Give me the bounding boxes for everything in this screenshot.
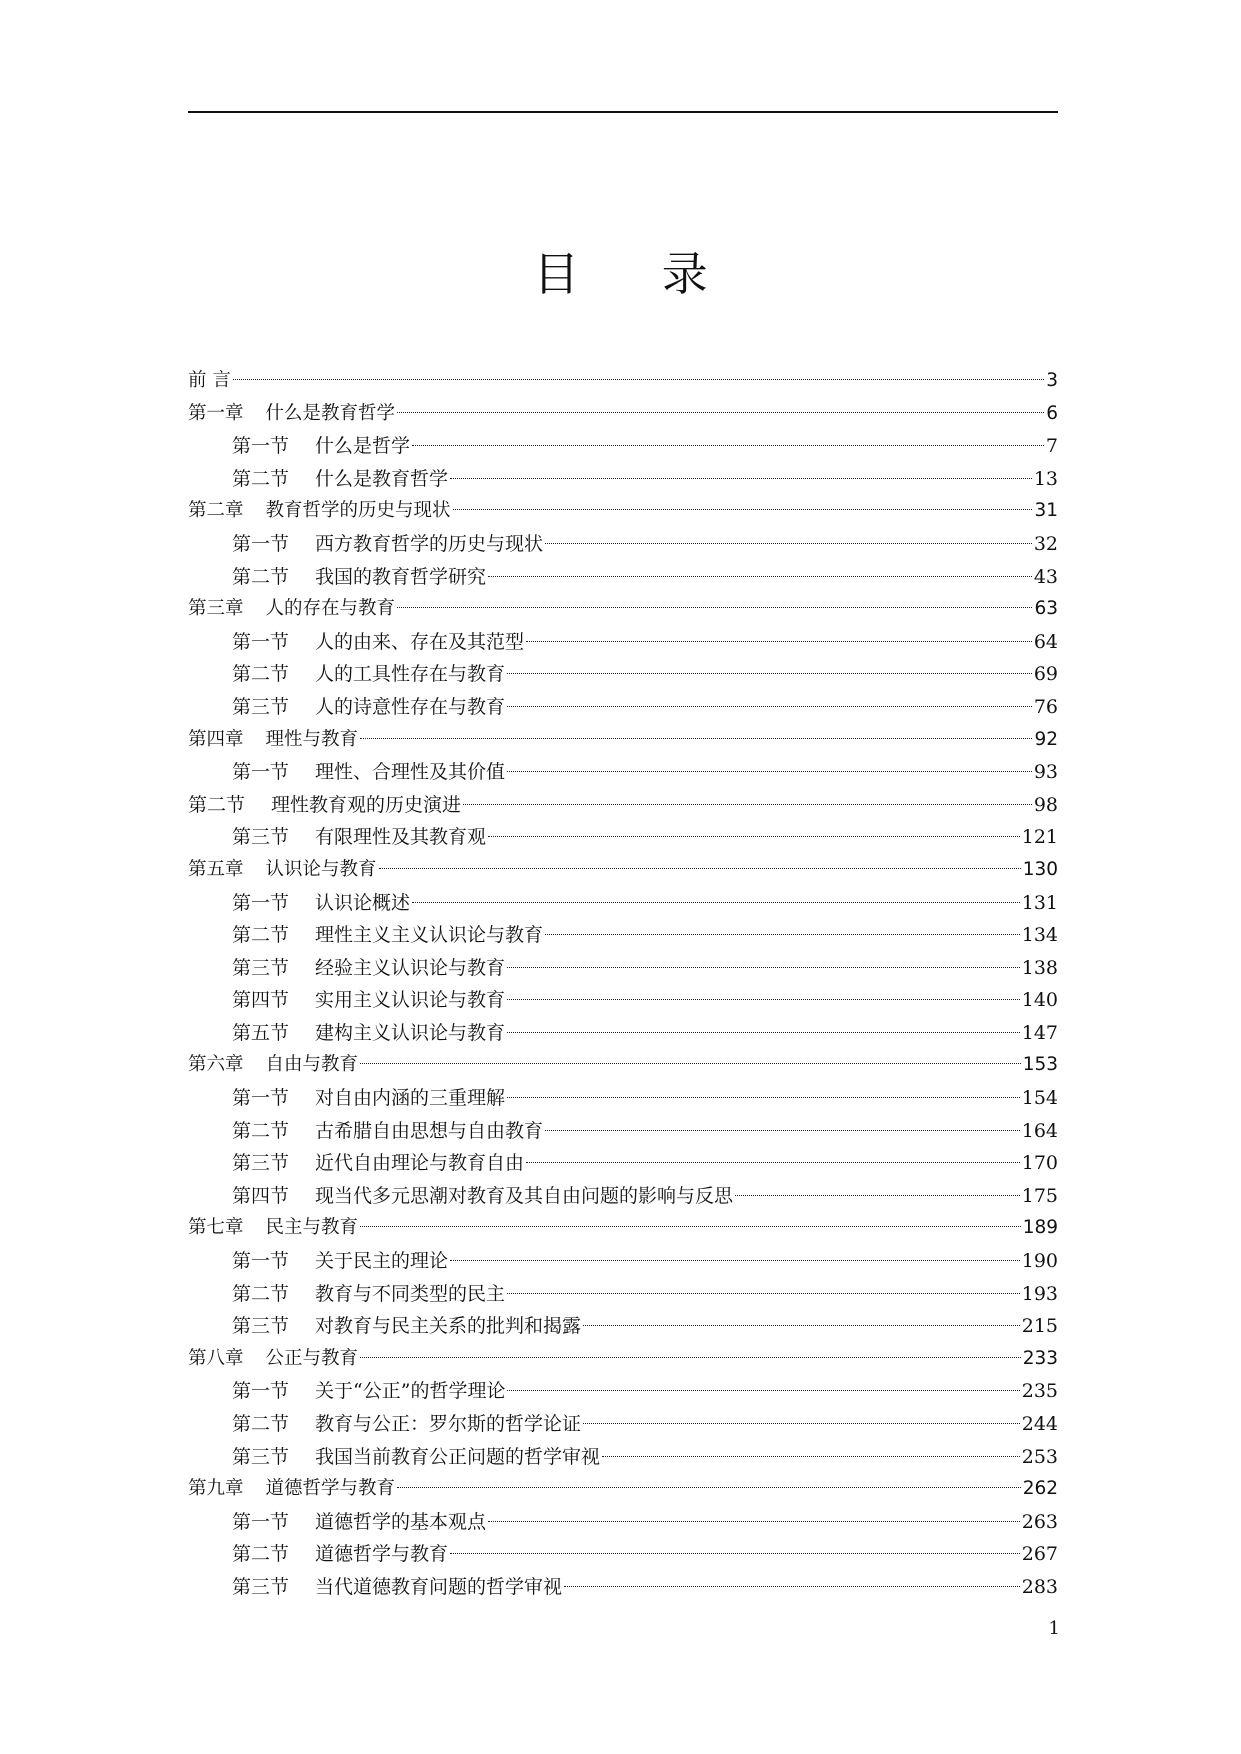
toc-entry-number: 第三章 (188, 598, 244, 620)
toc-entry-page: 43 (1033, 565, 1058, 588)
toc-entry-number: 第一节 (232, 1510, 290, 1533)
toc-entry-title: 道德哲学的基本观点 (315, 1510, 487, 1533)
toc-entry-page: 164 (1021, 1119, 1058, 1142)
toc-section-entry[interactable] (188, 528, 1058, 561)
toc-entry-page: 138 (1021, 956, 1058, 979)
toc-entry-title: 人的工具性存在与教育 (315, 663, 506, 686)
toc-entry-title: 我国当前教育公正问题的哲学审视 (315, 1445, 601, 1468)
toc-entry-number: 第三节 (232, 1315, 290, 1338)
toc-entry-title: 教育与公正：罗尔斯的哲学论证 (315, 1413, 582, 1435)
toc-entry-title: 认识论概述 (315, 891, 411, 914)
dot-leader (360, 1063, 1021, 1064)
toc-section-entry[interactable] (188, 984, 1058, 1017)
toc-entry-number: 第五节 (232, 1021, 290, 1044)
toc-entry-page: 93 (1033, 761, 1058, 784)
toc-entry-page: 244 (1021, 1413, 1058, 1435)
page-title: 目 录 (533, 247, 742, 301)
dot-leader (233, 379, 1044, 380)
toc-entry-title: 关于民主的理论 (315, 1250, 449, 1273)
toc-entry-title: 我国的教育哲学研究 (315, 565, 487, 588)
toc-section-entry[interactable] (188, 887, 1058, 920)
toc-entry-page: 32 (1033, 532, 1058, 555)
toc-entry-title: 什么是教育哲学 (265, 402, 396, 424)
toc-entry-number: 第三节 (232, 956, 290, 979)
header-rule (188, 111, 1058, 113)
toc-entry-number: 前 言 (188, 370, 231, 391)
toc-entry-page: 7 (1045, 435, 1058, 458)
toc-entry-page: 262 (1022, 1478, 1058, 1500)
toc-entry-number: 第二章 (188, 500, 244, 522)
toc-entry-number: 第三节 (232, 1445, 290, 1468)
toc-entry-number: 第四章 (188, 728, 244, 750)
toc-entry-page: 134 (1021, 924, 1058, 947)
dot-leader (545, 1130, 1020, 1131)
toc-entry-page: 175 (1021, 1184, 1058, 1207)
toc-chapter-entry[interactable] (188, 1049, 1058, 1082)
dot-leader (583, 1325, 1020, 1326)
dot-leader (360, 1226, 1021, 1227)
toc-entry-title: 道德哲学与教育 (265, 1478, 396, 1500)
toc-chapter-entry[interactable] (188, 1473, 1058, 1506)
toc-entry-page: 98 (1033, 793, 1058, 816)
dot-leader (507, 1032, 1020, 1033)
toc-entry-page: 235 (1021, 1380, 1058, 1403)
toc-entry-number: 第三节 (232, 695, 290, 718)
dot-leader (360, 1357, 1021, 1358)
toc-section-entry[interactable] (188, 561, 1058, 594)
dot-leader (545, 543, 1032, 544)
toc-entry-title: 自由与教育 (265, 1054, 359, 1076)
dot-leader (397, 607, 1032, 608)
toc-entry-number: 第七章 (188, 1217, 244, 1239)
toc-section-entry[interactable] (188, 1571, 1058, 1604)
toc-entry-number: 第二节 (232, 924, 290, 947)
toc-chapter-entry[interactable] (188, 398, 1058, 431)
toc-entry-page: 121 (1021, 826, 1058, 849)
toc-entry-title: 关于“公正”的哲学理论 (315, 1380, 506, 1403)
dot-leader (453, 509, 1033, 510)
toc-entry-title: 理性与教育 (265, 728, 359, 750)
toc-section-entry[interactable] (188, 919, 1058, 952)
dot-leader (507, 1097, 1020, 1098)
footer-page-number: 1 (1048, 1618, 1060, 1639)
toc-entry-title: 现当代多元思潮对教育及其自由问题的影响与反思 (315, 1184, 734, 1207)
toc-entry-page: 263 (1021, 1510, 1058, 1533)
dot-leader (507, 1390, 1019, 1391)
dot-leader (507, 706, 1032, 707)
toc-entry-title: 实用主义认识论与教育 (315, 989, 506, 1012)
toc-entry-number: 第二节 (188, 793, 246, 816)
dot-leader (602, 1456, 1020, 1457)
toc-entry-title: 经验主义认识论与教育 (315, 956, 506, 979)
toc-entry-number: 第六章 (188, 1054, 244, 1076)
toc-entry-number: 第三节 (232, 826, 290, 849)
toc-entry-title: 人的由来、存在及其范型 (315, 630, 525, 653)
toc-entry-number: 第二节 (232, 1282, 290, 1305)
toc-entry-title: 公正与教育 (265, 1347, 359, 1369)
toc-entry-number: 第四节 (232, 989, 290, 1012)
dot-leader (360, 738, 1032, 739)
toc-entry-number: 第二节 (232, 1543, 290, 1566)
toc-entry-number: 第二节 (232, 1413, 290, 1435)
toc-entry-number: 第二节 (232, 565, 290, 588)
dot-leader (507, 1293, 1020, 1294)
toc-section-entry[interactable] (188, 1245, 1058, 1278)
toc-entry-page: 170 (1021, 1152, 1058, 1175)
toc-entry-number: 第一节 (232, 1087, 290, 1110)
table-of-contents (188, 365, 1058, 1604)
toc-entry-number: 第二节 (232, 1119, 290, 1142)
toc-section-entry[interactable] (188, 1278, 1058, 1311)
toc-entry-page: 189 (1022, 1217, 1058, 1239)
toc-section-entry[interactable] (188, 952, 1058, 985)
toc-entry-title: 理性、合理性及其价值 (315, 761, 506, 784)
toc-entry-page: 267 (1021, 1543, 1058, 1566)
dot-leader (564, 1586, 1020, 1587)
toc-entry-page: 154 (1021, 1087, 1058, 1110)
toc-entry-page: 140 (1021, 989, 1058, 1012)
toc-section-entry[interactable] (188, 1310, 1058, 1343)
dot-leader (583, 1423, 1020, 1424)
toc-entry-title: 人的诗意性存在与教育 (315, 695, 506, 718)
toc-section-entry[interactable] (188, 1180, 1058, 1213)
toc-chapter-entry[interactable] (188, 365, 1058, 398)
dot-leader (526, 1162, 1020, 1163)
toc-section-entry[interactable] (188, 430, 1058, 463)
toc-entry-page: 76 (1033, 695, 1058, 718)
toc-entry-page: 131 (1021, 891, 1058, 914)
toc-entry-page: 63 (1034, 598, 1058, 620)
dot-leader (507, 967, 1020, 968)
toc-entry-number: 第二节 (232, 663, 290, 686)
toc-entry-title: 当代道德教育问题的哲学审视 (315, 1575, 563, 1598)
toc-section-entry[interactable] (188, 626, 1058, 659)
toc-section-entry[interactable] (188, 789, 1058, 822)
toc-entry-page: 31 (1034, 500, 1058, 522)
toc-entry-number: 第一节 (232, 630, 290, 653)
toc-chapter-entry[interactable] (188, 724, 1058, 757)
dot-leader (488, 1521, 1020, 1522)
toc-entry-title: 教育与不同类型的民主 (315, 1282, 506, 1305)
toc-entry-number: 第一节 (232, 1250, 290, 1273)
toc-entry-title: 古希腊自由思想与自由教育 (315, 1119, 544, 1142)
toc-entry-page: 13 (1033, 467, 1058, 490)
toc-entry-page: 253 (1021, 1445, 1058, 1468)
toc-chapter-entry[interactable] (188, 854, 1058, 887)
toc-chapter-entry[interactable] (188, 1343, 1058, 1376)
toc-entry-number: 第一节 (232, 761, 290, 784)
toc-section-entry[interactable] (188, 1506, 1058, 1539)
toc-entry-title: 教育哲学的历史与现状 (265, 500, 451, 522)
toc-entry-number: 第九章 (188, 1478, 244, 1500)
toc-entry-title: 对教育与民主关系的批判和揭露 (315, 1315, 582, 1338)
toc-entry-page: 190 (1021, 1250, 1058, 1273)
toc-chapter-entry[interactable] (188, 495, 1058, 528)
dot-leader (507, 771, 1032, 772)
toc-entry-title: 人的存在与教育 (265, 598, 396, 620)
dot-leader (463, 804, 1032, 805)
toc-section-entry[interactable] (188, 1147, 1058, 1180)
toc-entry-title: 理性教育观的历史演进 (271, 793, 462, 816)
toc-section-entry[interactable] (188, 756, 1058, 789)
toc-entry-title: 民主与教育 (265, 1217, 359, 1239)
toc-section-entry[interactable] (188, 1017, 1058, 1050)
dot-leader (397, 412, 1044, 413)
dot-leader (507, 673, 1032, 674)
toc-entry-number: 第八章 (188, 1347, 244, 1369)
toc-chapter-entry[interactable] (188, 1212, 1058, 1245)
toc-entry-page: 92 (1034, 728, 1058, 750)
dot-leader (412, 445, 1044, 446)
toc-entry-number: 第二节 (232, 467, 290, 490)
toc-section-entry[interactable] (188, 1441, 1058, 1474)
toc-entry-page: 69 (1033, 663, 1058, 686)
toc-chapter-entry[interactable] (188, 593, 1058, 626)
toc-entry-number: 第一节 (232, 891, 290, 914)
toc-entry-page: 193 (1021, 1282, 1058, 1305)
toc-entry-title: 理性主义主义认识论与教育 (315, 924, 544, 947)
toc-entry-page: 3 (1046, 370, 1058, 391)
toc-section-entry[interactable] (188, 1375, 1058, 1408)
dot-leader (735, 1195, 1020, 1196)
toc-entry-title: 近代自由理论与教育自由 (315, 1152, 525, 1175)
toc-entry-page: 147 (1021, 1021, 1058, 1044)
toc-entry-page: 153 (1022, 1054, 1058, 1076)
toc-section-entry[interactable] (188, 658, 1058, 691)
toc-entry-title: 有限理性及其教育观 (315, 826, 487, 849)
toc-entry-title: 西方教育哲学的历史与现状 (315, 532, 544, 555)
toc-entry-title: 认识论与教育 (265, 858, 377, 880)
toc-entry-number: 第一节 (232, 1380, 290, 1403)
toc-entry-number: 第一章 (188, 402, 244, 424)
dot-leader (450, 478, 1032, 479)
toc-entry-page: 6 (1046, 402, 1058, 424)
toc-section-entry[interactable] (188, 1538, 1058, 1571)
toc-entry-page: 233 (1022, 1347, 1058, 1369)
dot-leader (488, 836, 1020, 837)
dot-leader (488, 576, 1032, 577)
toc-section-entry[interactable] (188, 1082, 1058, 1115)
toc-entry-page: 130 (1022, 858, 1058, 880)
toc-entry-page: 215 (1021, 1315, 1058, 1338)
toc-entry-page: 64 (1033, 630, 1058, 653)
dot-leader (397, 1487, 1021, 1488)
toc-entry-number: 第一节 (232, 435, 290, 458)
toc-section-entry[interactable] (188, 1115, 1058, 1148)
toc-entry-number: 第三节 (232, 1152, 290, 1175)
toc-section-entry[interactable] (188, 691, 1058, 724)
dot-leader (545, 934, 1020, 935)
dot-leader (526, 641, 1032, 642)
toc-entry-title: 什么是哲学 (315, 435, 411, 458)
toc-entry-title: 建构主义认识论与教育 (315, 1021, 506, 1044)
toc-entry-page: 283 (1021, 1575, 1058, 1598)
toc-entry-number: 第五章 (188, 858, 244, 880)
dot-leader (450, 1553, 1020, 1554)
dot-leader (379, 868, 1021, 869)
toc-section-entry[interactable] (188, 463, 1058, 496)
toc-section-entry[interactable] (188, 821, 1058, 854)
toc-section-entry[interactable] (188, 1408, 1058, 1441)
toc-entry-number: 第一节 (232, 532, 290, 555)
toc-entry-title: 道德哲学与教育 (315, 1543, 449, 1566)
toc-entry-number: 第三节 (232, 1575, 290, 1598)
toc-entry-title: 什么是教育哲学 (315, 467, 449, 490)
toc-entry-title: 对自由内涵的三重理解 (315, 1087, 506, 1110)
dot-leader (450, 1260, 1020, 1261)
dot-leader (507, 999, 1020, 1000)
toc-entry-number: 第四节 (232, 1184, 290, 1207)
dot-leader (412, 902, 1020, 903)
